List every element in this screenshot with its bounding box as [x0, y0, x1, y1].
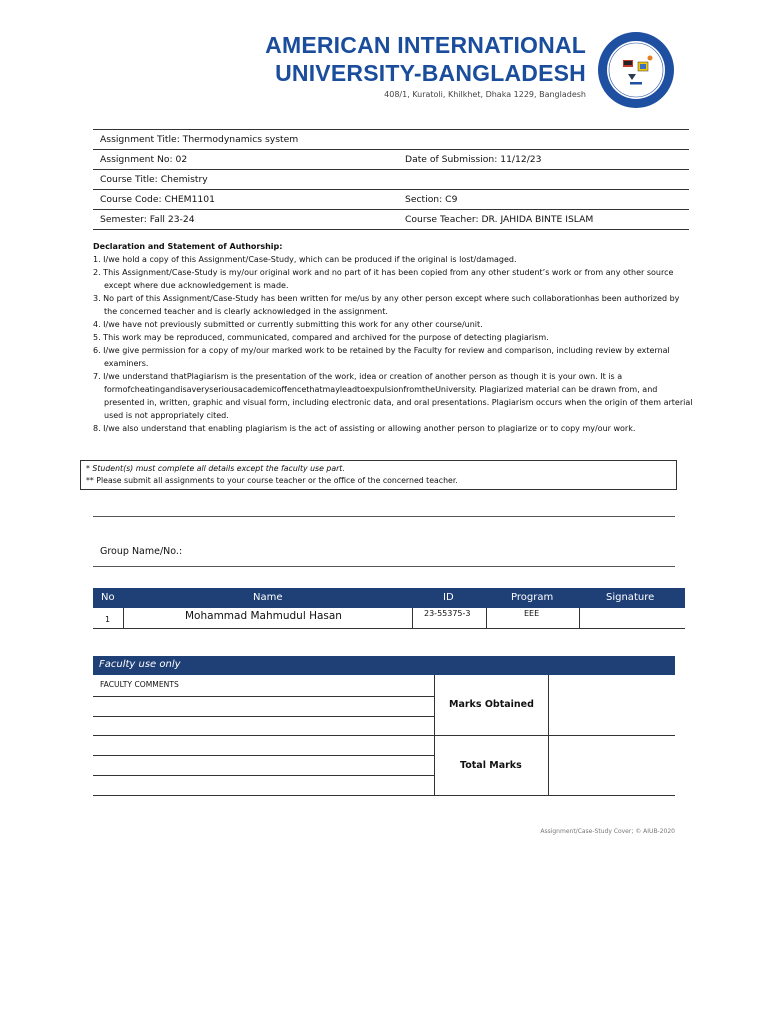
table-row [93, 608, 685, 629]
marks-divider [434, 675, 435, 795]
declaration-item: 6. I/we give permission for a copy of my/our marked work to be retained by the Faculty for review and comparison, including review by external examiners. [93, 346, 670, 368]
submission-notes-box [80, 460, 677, 490]
comment-line [93, 735, 675, 736]
info-row [93, 150, 689, 170]
declaration-item: 8. I/we also understand that enabling plagiarism is the act of assisting or allowing another person to plagiarize or to copy my/our work. [93, 424, 636, 433]
member-name: Mohammad Mahmudul Hasan [185, 610, 342, 622]
footer-copyright: Assignment/Case-Study Cover; © AIUB-2020 [540, 828, 675, 835]
marks-obtained-label: Marks Obtained [449, 699, 534, 710]
comment-line [93, 775, 434, 776]
members-table-header [93, 588, 685, 608]
members-table [93, 588, 685, 629]
note-line-1: * Student(s) must complete all details except the faculty use part. [86, 464, 345, 473]
declaration-item: 4. I/we have not previously submitted or currently submitting this work for any other course/unit. [93, 320, 483, 329]
col-header-no: No [101, 592, 115, 603]
col-header-program: Program [511, 592, 554, 603]
semester: Semester: Fall 23-24 [100, 214, 195, 225]
faculty-use-heading: Faculty use only [99, 659, 181, 670]
member-id: 23-55375-3 [424, 609, 471, 618]
cell-divider [579, 608, 580, 628]
cell-divider [486, 608, 487, 628]
university-address: 408/1, Kuratoli, Khilkhet, Dhaka 1229, Bangladesh [384, 90, 586, 99]
cell-divider [123, 608, 124, 628]
group-name-label: Group Name/No.: [100, 546, 183, 557]
member-program: EEE [524, 609, 540, 618]
assignment-info-table [93, 129, 689, 230]
course-title: Course Title: Chemistry [100, 174, 208, 185]
comment-line [93, 795, 675, 796]
assignment-no: Assignment No: 02 [100, 154, 188, 165]
university-seal-icon [596, 30, 676, 110]
university-name-line1: AMERICAN INTERNATIONAL [265, 32, 586, 58]
assignment-title: Assignment Title: Thermodynamics system [100, 134, 299, 145]
faculty-comments-label: FACULTY COMMENTS [100, 680, 179, 689]
section: Section: C9 [405, 194, 458, 205]
info-row [93, 130, 689, 150]
comment-line [93, 696, 434, 697]
marks-divider [548, 675, 549, 795]
comment-line [93, 716, 434, 717]
university-name-line2: UNIVERSITY-BANGLADESH [275, 60, 586, 86]
course-code: Course Code: CHEM1101 [100, 194, 215, 205]
member-no: 1 [105, 615, 111, 624]
divider [93, 566, 675, 567]
comment-line [93, 755, 434, 756]
declaration-item: 7. I/we understand thatPlagiarism is the presentation of the work, idea or creation of another person as though it is your own. It is a formofcheatingandisaveryseriousacademicoffencethatmayleadtoexpulsionfromtheUniversity. Plagiarized material can be drawn from, and presented in, written, graphic and visual form, including electronic data, and oral presentations. Plagiarism occurs when the origin of them arterial used is not appropriately cited. [93, 372, 693, 420]
info-row [93, 190, 689, 210]
declaration-item: 5. This work may be reproduced, communicated, compared and archived for the purpose of detecting plagiarism. [93, 333, 549, 342]
date-of-submission: Date of Submission: 11/12/23 [405, 154, 542, 165]
col-header-name: Name [253, 592, 283, 603]
cell-divider [412, 608, 413, 628]
declaration-item: 3. No part of this Assignment/Case-Study has been written for me/us by any other person except where such collaborationhas been authorized by the concerned teacher and is clearly acknowledged in the assignment. [93, 294, 680, 316]
total-marks-label: Total Marks [460, 760, 522, 771]
info-row [93, 170, 689, 190]
declaration-item: 2. This Assignment/Case-Study is my/our original work and no part of it has been copied from any other student’s work or from any other source except where due acknowledgement is made. [93, 268, 674, 290]
note-line-2: ** Please submit all assignments to your course teacher or the office of the concerned teacher. [86, 476, 458, 485]
declaration-item: 1. I/we hold a copy of this Assignment/Case-Study, which can be produced if the original is lost/damaged. [93, 255, 517, 264]
info-row [93, 210, 689, 230]
divider [93, 516, 675, 517]
col-header-signature: Signature [606, 592, 655, 603]
faculty-use-header [93, 656, 675, 675]
declaration-section [93, 240, 693, 435]
col-header-id: ID [443, 592, 454, 603]
course-teacher: Course Teacher: DR. JAHIDA BINTE ISLAM [405, 214, 594, 225]
declaration-heading: Declaration and Statement of Authorship: [93, 242, 283, 251]
